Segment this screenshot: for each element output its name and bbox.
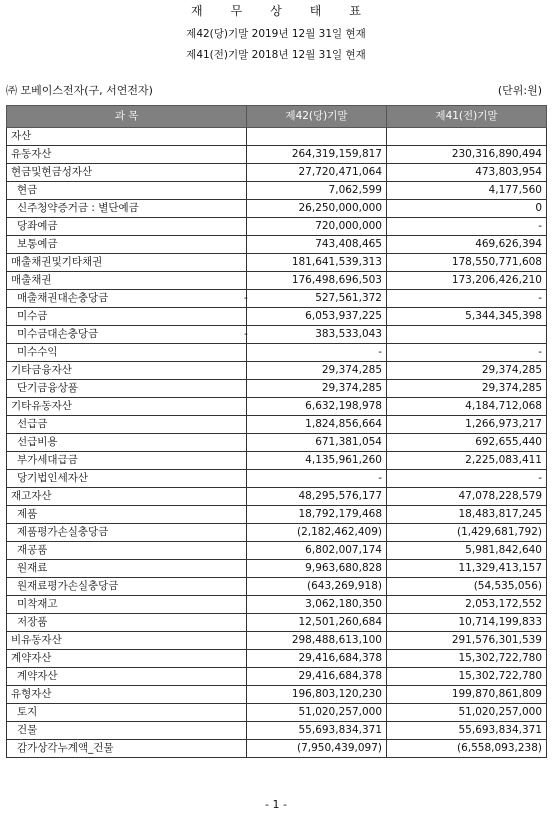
current-amount [247, 542, 387, 560]
account-name: 매출채권및기타채권 [7, 254, 247, 272]
account-name: 보통예금 [7, 236, 247, 254]
header-account: 과 목 [7, 106, 247, 128]
prior-amount: - [387, 344, 547, 362]
current-amount [247, 164, 387, 182]
current-amount-value: 29,416,684,378 [298, 652, 382, 664]
current-amount-value: 176,498,696,503 [291, 274, 382, 286]
account-name: 저장품 [7, 614, 247, 632]
table-row [7, 254, 547, 272]
title-char: 재 [191, 4, 203, 18]
table-row [7, 272, 547, 290]
current-amount-value: 3,062,180,350 [305, 598, 382, 610]
current-amount [244, 290, 387, 308]
account-name: 현금 [7, 182, 247, 200]
table-row [7, 128, 547, 146]
current-amount-value: (2,182,462,409) [296, 526, 382, 538]
table-row [7, 488, 547, 506]
table-row [7, 614, 547, 632]
current-amount-value: 671,381,054 [315, 436, 382, 448]
table-row [7, 290, 547, 308]
title-char: 상 [270, 4, 282, 18]
current-amount [247, 524, 387, 542]
prior-amount: 29,374,285 [387, 362, 547, 380]
current-amount-value: 527,561,372 [315, 292, 382, 304]
prior-amount: 473,803,954 [387, 164, 547, 182]
account-name: 미수금대손충당금 [7, 326, 247, 344]
table-row [7, 722, 547, 740]
current-amount [247, 236, 387, 254]
account-name: 단기금융상품 [7, 380, 247, 398]
account-name: 자산 [7, 128, 247, 146]
table-row [7, 200, 547, 218]
current-amount [247, 614, 387, 632]
prior-amount: 4,184,712,068 [387, 398, 547, 416]
period-prior: 제41(전)기말 2018년 12월 31일 현재 [186, 49, 366, 61]
current-amount [247, 452, 387, 470]
current-amount [247, 128, 387, 146]
balance-sheet-table [6, 105, 547, 758]
current-amount [244, 326, 387, 344]
current-amount [247, 434, 387, 452]
prior-amount [387, 326, 547, 344]
prior-amount: 692,655,440 [387, 434, 547, 452]
unit-label: (단위:원) [497, 84, 542, 97]
table-row [7, 218, 547, 236]
prior-amount: 230,316,890,494 [387, 146, 547, 164]
current-amount-value: 743,408,465 [315, 238, 382, 250]
account-name: 신주청약증거금 : 별단예금 [7, 200, 247, 218]
account-name: 선급금 [7, 416, 247, 434]
current-amount [247, 650, 387, 668]
account-name: 기타유동자산 [7, 398, 247, 416]
account-name: 매출채권 [7, 272, 247, 290]
current-amount-value: 29,416,684,378 [298, 670, 382, 682]
current-amount [247, 182, 387, 200]
account-name: 당좌예금 [7, 218, 247, 236]
current-amount-value: 181,641,539,313 [291, 256, 382, 268]
account-name: 미수수익 [7, 344, 247, 362]
account-name: 원재료평가손실충당금 [7, 578, 247, 596]
account-name: 현금및현금성자산 [7, 164, 247, 182]
prior-amount: 15,302,722,780 [387, 668, 547, 686]
current-amount [247, 578, 387, 596]
table-row [7, 560, 547, 578]
prior-amount: 11,329,413,157 [387, 560, 547, 578]
account-name: 제품평가손실충당금 [7, 524, 247, 542]
prior-amount: 2,225,083,411 [387, 452, 547, 470]
account-name: 부가세대급금 [7, 452, 247, 470]
current-amount [247, 740, 387, 758]
current-amount [247, 398, 387, 416]
current-amount-value: 29,374,285 [321, 382, 382, 394]
prior-amount: 47,078,228,579 [387, 488, 547, 506]
table-header-row [7, 106, 547, 128]
prior-amount: 4,177,560 [387, 182, 547, 200]
current-amount-value: 1,824,856,664 [305, 418, 382, 430]
title-char: 태 [309, 4, 322, 18]
current-amount-value: - [378, 346, 382, 358]
prior-amount: 0 [387, 200, 547, 218]
account-name: 토지 [7, 704, 247, 722]
current-amount-value: 48,295,576,177 [298, 490, 382, 502]
current-amount-value: 6,802,007,174 [305, 544, 382, 556]
title-char: 표 [349, 4, 361, 18]
current-amount-value: 18,792,179,468 [298, 508, 382, 520]
current-amount [247, 254, 387, 272]
table-row [7, 344, 547, 362]
current-amount [247, 218, 387, 236]
prior-amount: (6,558,093,238) [387, 740, 547, 758]
account-name: 매출채권대손충당금 [7, 290, 247, 308]
prior-amount: 10,714,199,833 [387, 614, 547, 632]
table-row [7, 596, 547, 614]
table-row [7, 452, 547, 470]
table-row [7, 398, 547, 416]
prior-amount: 18,483,817,245 [387, 506, 547, 524]
prior-amount: (54,535,056) [387, 578, 547, 596]
prior-amount: 2,053,172,552 [387, 596, 547, 614]
prior-amount: 469,626,394 [387, 236, 547, 254]
current-amount-value: 264,319,159,817 [291, 148, 382, 160]
current-amount-value: 6,053,937,225 [305, 310, 382, 322]
current-amount [247, 722, 387, 740]
current-amount-value: 12,501,260,684 [298, 616, 382, 628]
prior-amount: 173,206,426,210 [387, 272, 547, 290]
current-amount-value: 55,693,834,371 [298, 724, 382, 736]
current-amount [247, 632, 387, 650]
current-amount [247, 416, 387, 434]
current-amount-value: 383,533,043 [315, 328, 382, 340]
current-amount-value: 51,020,257,000 [298, 706, 382, 718]
account-name: 감가상각누계액_건물 [7, 740, 247, 758]
current-amount [247, 470, 387, 488]
account-name: 원재료 [7, 560, 247, 578]
table-row [7, 236, 547, 254]
table-row [7, 434, 547, 452]
table-row [7, 578, 547, 596]
table-row [7, 686, 547, 704]
table-row [7, 506, 547, 524]
prior-amount: 55,693,834,371 [387, 722, 547, 740]
prior-amount: - [387, 218, 547, 236]
table-body [7, 128, 547, 758]
current-amount [247, 362, 387, 380]
account-name: 당기법인세자산 [7, 470, 247, 488]
table-row [7, 632, 547, 650]
prior-amount: 5,981,842,640 [387, 542, 547, 560]
current-amount-value: 7,062,599 [328, 184, 382, 196]
account-name: 미착재고 [7, 596, 247, 614]
prior-amount [387, 128, 547, 146]
prior-amount: 5,344,345,398 [387, 308, 547, 326]
table-row [7, 146, 547, 164]
account-name: 유동자산 [7, 146, 247, 164]
account-name: 계약자산 [7, 668, 247, 686]
table-row [7, 470, 547, 488]
minus-marker: - [244, 292, 248, 304]
current-amount [247, 200, 387, 218]
prior-amount: 178,550,771,608 [387, 254, 547, 272]
current-amount-value: 720,000,000 [315, 220, 382, 232]
header-current: 제42(당)기말 [247, 106, 387, 128]
current-amount-value: 29,374,285 [321, 364, 382, 376]
current-amount [247, 704, 387, 722]
current-amount-value: - [378, 472, 382, 484]
current-amount [247, 668, 387, 686]
current-amount [247, 308, 387, 326]
current-amount-value: 6,632,198,978 [305, 400, 382, 412]
prior-amount: 199,870,861,809 [387, 686, 547, 704]
company-name: ㈜ 모베이스전자(구, 서연전자) [6, 84, 153, 97]
table-row [7, 164, 547, 182]
account-name: 기타금융자산 [7, 362, 247, 380]
prior-amount: - [387, 470, 547, 488]
title-char: 무 [230, 4, 243, 18]
table-row [7, 740, 547, 758]
table-row [7, 524, 547, 542]
current-amount [247, 596, 387, 614]
table-row [7, 326, 547, 344]
document-title [0, 2, 552, 19]
account-name: 재공품 [7, 542, 247, 560]
account-name: 비유동자산 [7, 632, 247, 650]
current-amount-value: 4,135,961,260 [305, 454, 382, 466]
table-row [7, 542, 547, 560]
table-row [7, 704, 547, 722]
current-amount-value: (7,950,439,097) [296, 742, 382, 754]
account-name: 유형자산 [7, 686, 247, 704]
current-amount-value: 196,803,120,230 [291, 688, 382, 700]
prior-amount: 291,576,301,539 [387, 632, 547, 650]
table-row [7, 308, 547, 326]
account-name: 건물 [7, 722, 247, 740]
current-amount [247, 560, 387, 578]
table-row [7, 416, 547, 434]
table-row [7, 182, 547, 200]
prior-amount: (1,429,681,792) [387, 524, 547, 542]
current-amount [247, 344, 387, 362]
prior-amount: 1,266,973,217 [387, 416, 547, 434]
current-amount [247, 380, 387, 398]
current-amount [247, 686, 387, 704]
prior-amount: 15,302,722,780 [387, 650, 547, 668]
page-number: - 1 - [265, 798, 287, 811]
prior-amount: - [387, 290, 547, 308]
table-row [7, 668, 547, 686]
header-prior: 제41(전)기말 [387, 106, 547, 128]
table-row [7, 380, 547, 398]
current-amount [247, 488, 387, 506]
current-amount-value: 298,488,613,100 [291, 634, 382, 646]
account-name: 제품 [7, 506, 247, 524]
account-name: 계약자산 [7, 650, 247, 668]
account-name: 미수금 [7, 308, 247, 326]
account-name: 재고자산 [7, 488, 247, 506]
period-current: 제42(당)기말 2019년 12월 31일 현재 [186, 28, 366, 40]
current-amount [247, 506, 387, 524]
current-amount-value: 27,720,471,064 [298, 166, 382, 178]
current-amount-value: 9,963,680,828 [305, 562, 382, 574]
current-amount [247, 146, 387, 164]
current-amount-value: 26,250,000,000 [298, 202, 382, 214]
account-name: 선급비용 [7, 434, 247, 452]
minus-marker: - [244, 328, 248, 340]
prior-amount: 29,374,285 [387, 380, 547, 398]
prior-amount: 51,020,257,000 [387, 704, 547, 722]
table-row [7, 362, 547, 380]
current-amount [247, 272, 387, 290]
current-amount-value: (643,269,918) [307, 580, 382, 592]
table-row [7, 650, 547, 668]
